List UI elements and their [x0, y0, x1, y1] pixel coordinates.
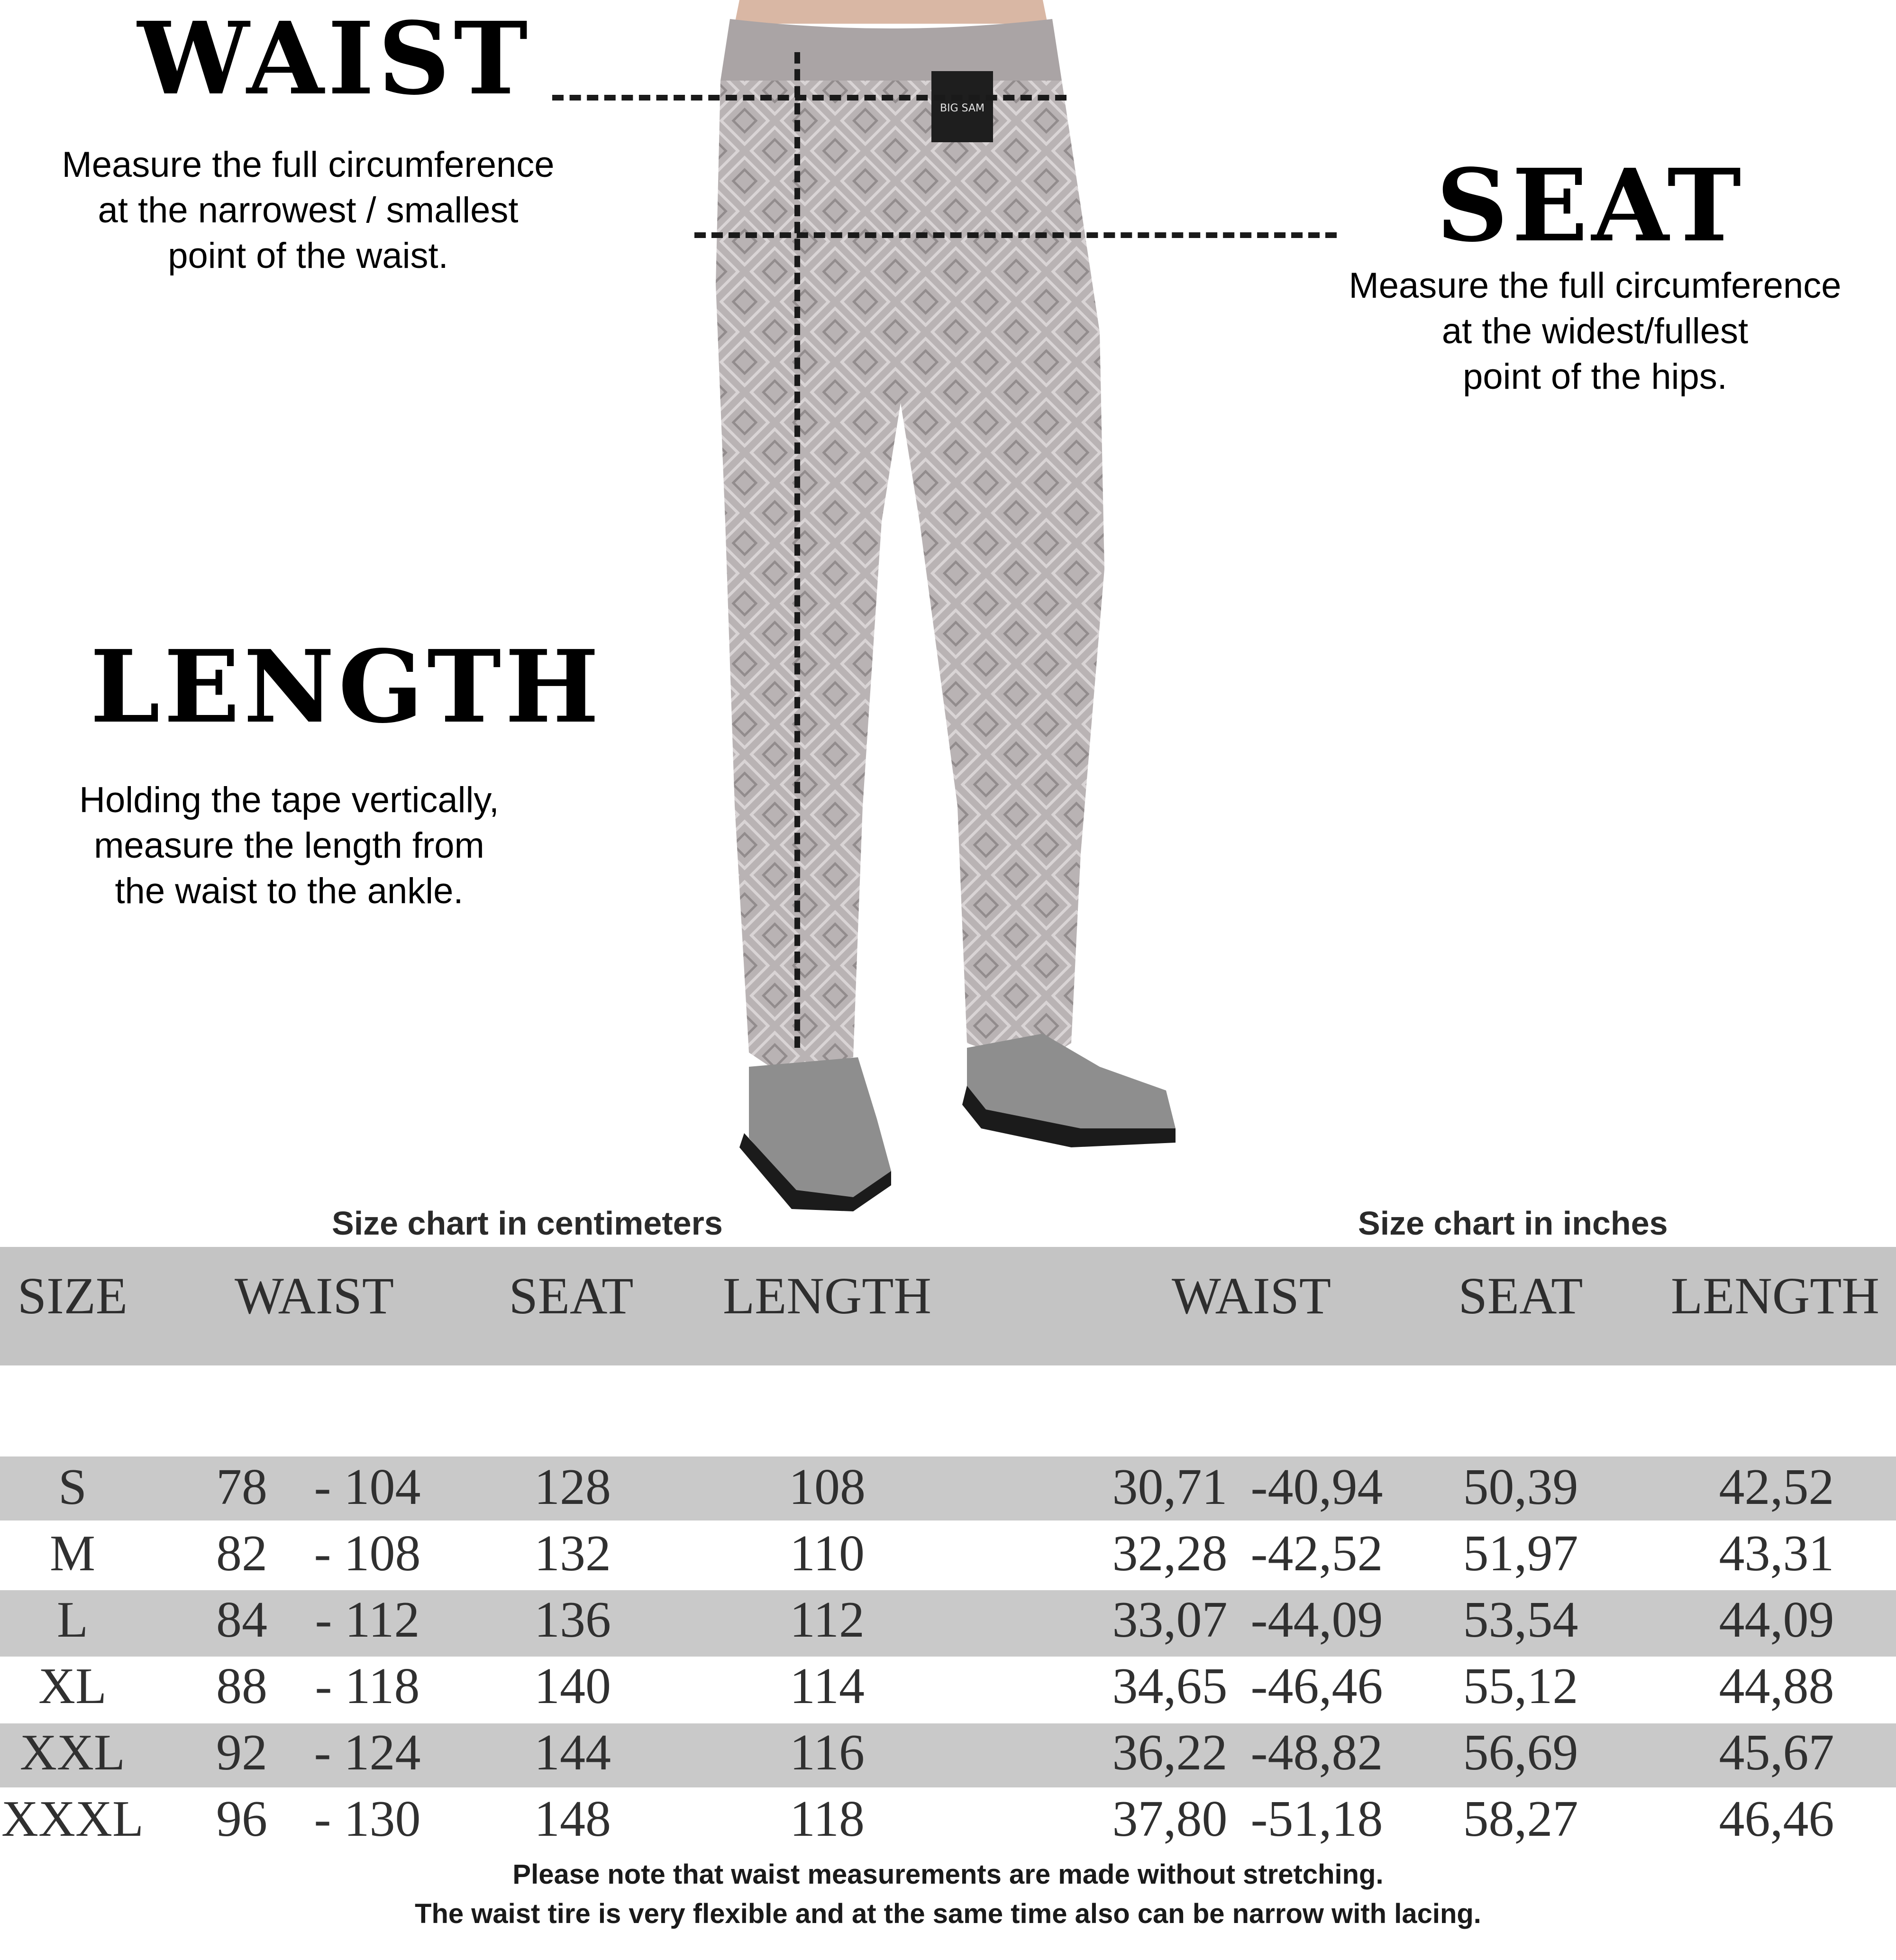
- waist-in-max-cell: -46,46: [1250, 1658, 1383, 1714]
- column-header-length-in: LENGTH: [1671, 1267, 1879, 1325]
- length-cm-cell: 112: [790, 1592, 865, 1648]
- length-cm-cell: 114: [790, 1658, 865, 1714]
- seat-cm-cell: 148: [534, 1791, 611, 1847]
- waistband: [720, 19, 1062, 88]
- torso-skin: [735, 0, 1048, 24]
- waist-heading: WAIST: [137, 0, 532, 117]
- waist-cm-min-cell: 78: [216, 1459, 267, 1515]
- waist-measure-line: [552, 95, 1066, 101]
- column-header-waist-in: WAIST: [1171, 1267, 1331, 1325]
- waist-in-max-cell: -42,52: [1250, 1525, 1383, 1582]
- seat-in-cell: 58,27: [1463, 1791, 1578, 1847]
- waist-in-max-cell: -44,09: [1250, 1592, 1383, 1648]
- seat-in-cell: 50,39: [1463, 1459, 1578, 1515]
- size-cell: XL: [38, 1658, 107, 1714]
- column-header-seat-in: SEAT: [1458, 1267, 1583, 1325]
- size-cell: L: [57, 1592, 88, 1648]
- waist-in-max-cell: -48,82: [1250, 1724, 1383, 1781]
- length-instruction: [9, 778, 569, 914]
- waist-instruction-line: at the narrowest / smallest: [98, 190, 519, 230]
- length-in-cell: 43,31: [1719, 1525, 1834, 1582]
- seat-instruction: [1299, 263, 1891, 400]
- length-cm-cell: 108: [789, 1459, 866, 1515]
- size-cell: XXXL: [1, 1791, 144, 1847]
- waist-cm-max-cell: - 118: [315, 1658, 420, 1714]
- seat-instruction-line: at the widest/fullest: [1441, 311, 1749, 351]
- length-in-cell: 44,09: [1719, 1592, 1834, 1648]
- seat-cm-cell: 132: [534, 1525, 611, 1582]
- length-instruction-line: Holding the tape vertically,: [79, 780, 499, 820]
- length-in-cell: 46,46: [1719, 1791, 1834, 1847]
- waist-cm-max-cell: - 124: [314, 1724, 421, 1781]
- seat-instruction-line: point of the hips.: [1463, 357, 1727, 397]
- column-header-length-cm: LENGTH: [723, 1267, 931, 1325]
- note-line: Please note that waist measurements are made without stretching.: [512, 1859, 1384, 1890]
- length-heading: LENGTH: [90, 628, 603, 745]
- seat-in-cell: 56,69: [1463, 1724, 1578, 1781]
- waist-cm-max-cell: - 108: [314, 1525, 421, 1582]
- length-in-cell: 45,67: [1719, 1724, 1834, 1781]
- row-band: [0, 1456, 1896, 1520]
- waist-cm-min-cell: 84: [216, 1592, 267, 1648]
- column-header-seat-cm: SEAT: [509, 1267, 634, 1325]
- waist-instruction: [9, 142, 607, 279]
- length-in-cell: 42,52: [1719, 1459, 1834, 1515]
- waist-cm-min-cell: 82: [216, 1525, 267, 1582]
- size-cell: M: [49, 1525, 96, 1582]
- seat-cm-cell: 144: [534, 1724, 611, 1781]
- length-measure-line: [794, 52, 800, 1048]
- waist-instruction-line: Measure the full circumference: [62, 145, 555, 185]
- length-instruction-line: the waist to the ankle.: [115, 871, 464, 911]
- brand-tag-text: BIG SAM: [939, 102, 985, 114]
- waist-cm-min-cell: 88: [216, 1658, 267, 1714]
- column-header-waist-cm: WAIST: [234, 1267, 394, 1325]
- length-instruction-line: measure the length from: [94, 825, 484, 866]
- seat-cm-cell: 136: [534, 1592, 611, 1648]
- waist-in-min-cell: 34,65: [1112, 1658, 1228, 1714]
- length-cm-cell: 118: [790, 1791, 865, 1847]
- seat-measure-line: [694, 232, 1337, 238]
- waist-instruction-line: point of the waist.: [168, 236, 448, 276]
- row-band: [0, 1590, 1896, 1657]
- length-cm-cell: 116: [790, 1724, 865, 1781]
- note-line: The waist tire is very flexible and at the same time also can be narrow with lacing.: [415, 1898, 1481, 1929]
- waist-cm-min-cell: 96: [216, 1791, 267, 1847]
- waist-cm-min-cell: 92: [216, 1724, 267, 1781]
- waist-in-min-cell: 36,22: [1112, 1724, 1228, 1781]
- pants-illustration: [654, 0, 1223, 1214]
- size-cell: S: [58, 1459, 87, 1515]
- seat-cm-cell: 128: [534, 1459, 611, 1515]
- waist-cm-max-cell: - 104: [314, 1459, 421, 1515]
- waist-in-min-cell: 32,28: [1112, 1525, 1228, 1582]
- waist-in-min-cell: 30,71: [1112, 1459, 1228, 1515]
- waist-in-min-cell: 37,80: [1112, 1791, 1228, 1847]
- row-band: [0, 1723, 1896, 1787]
- column-header-size: SIZE: [17, 1267, 128, 1325]
- waist-in-max-cell: -40,94: [1250, 1459, 1383, 1515]
- length-in-cell: 44,88: [1719, 1658, 1834, 1714]
- seat-in-cell: 53,54: [1463, 1592, 1578, 1648]
- waist-cm-max-cell: - 112: [315, 1592, 420, 1648]
- seat-cm-cell: 140: [534, 1658, 611, 1714]
- seat-in-cell: 51,97: [1463, 1525, 1578, 1582]
- seat-instruction-line: Measure the full circumference: [1349, 266, 1841, 306]
- inch-chart-caption: Size chart in inches: [1358, 1205, 1668, 1242]
- size-cell: XXL: [20, 1724, 125, 1781]
- seat-in-cell: 55,12: [1463, 1658, 1578, 1714]
- waist-in-max-cell: -51,18: [1250, 1791, 1383, 1847]
- seat-heading: SEAT: [1436, 147, 1745, 264]
- waist-in-min-cell: 33,07: [1112, 1592, 1228, 1648]
- cm-chart-caption: Size chart in centimeters: [332, 1205, 723, 1242]
- waist-cm-max-cell: - 130: [314, 1791, 421, 1847]
- length-cm-cell: 110: [790, 1525, 865, 1582]
- pants-body: [716, 81, 1104, 1072]
